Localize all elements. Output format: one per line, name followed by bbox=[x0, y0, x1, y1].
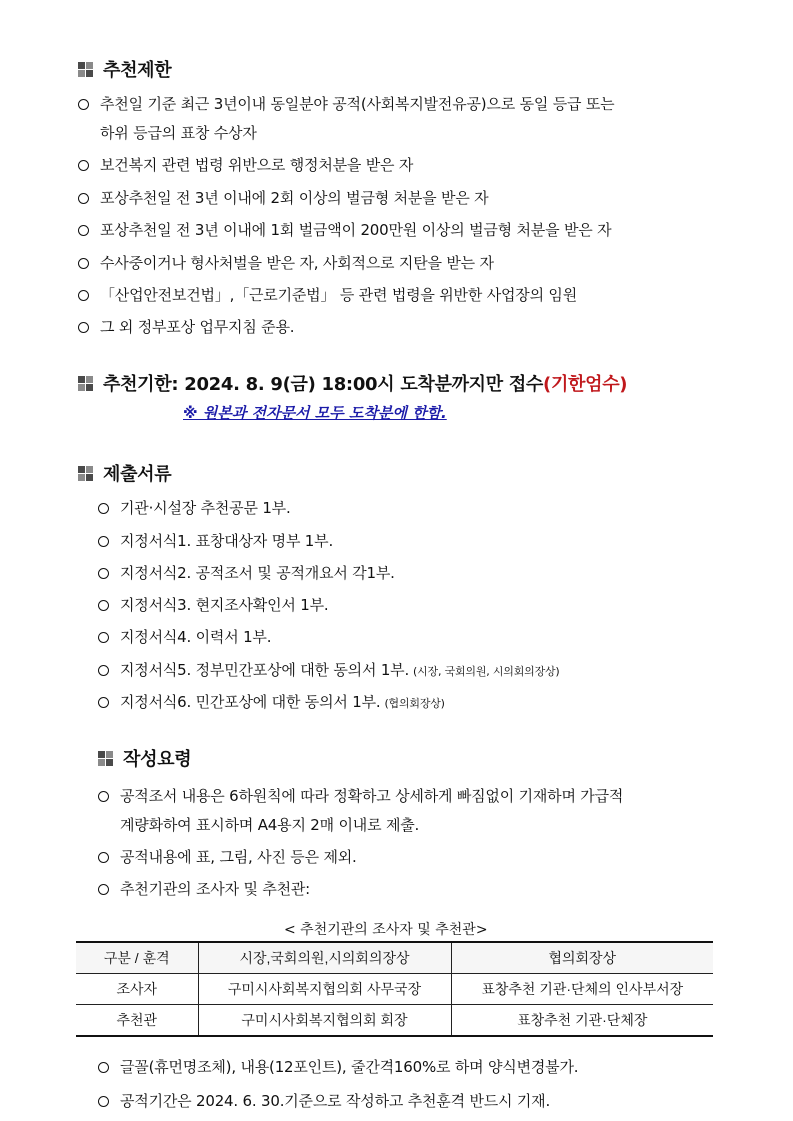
square-bullet-icon bbox=[78, 376, 93, 391]
list-item: 기관·시설장 추천공문 1부. bbox=[98, 497, 291, 519]
list-item: 지정서식1. 표창대상자 명부 1부. bbox=[98, 530, 333, 552]
list-item: 지정서식2. 공적조서 및 공적개요서 각1부. bbox=[98, 562, 395, 584]
circle-bullet-icon bbox=[98, 503, 109, 514]
section-heading-writing-guide bbox=[98, 745, 191, 771]
table-caption: < 추천기관의 조사자 및 추천관> bbox=[284, 922, 488, 938]
circle-bullet-icon bbox=[98, 884, 109, 895]
list-item: 포상추천일 전 3년 이내에 2회 이상의 벌금형 처분을 받은 자 bbox=[78, 187, 488, 209]
section-heading-documents bbox=[78, 460, 171, 486]
circle-bullet-icon bbox=[78, 160, 89, 171]
table-cell: 추천관 bbox=[76, 1005, 198, 1037]
table-cell: 표창추천 기관·단체의 인사부서장 bbox=[451, 974, 713, 1005]
form5-note: (시장, 국회의원, 시의회의장상) bbox=[413, 665, 560, 678]
list-item: 공적조서 내용은 6하원칙에 따라 정확하고 상세하게 빠짐없이 기재하며 가급적 bbox=[98, 785, 623, 807]
list-item: 글꼴(휴먼명조체), 내용(12포인트), 줄간격160%로 하며 양식변경불가. bbox=[98, 1056, 578, 1078]
list-item: 지정서식6. 민간포상에 대한 동의서 1부. (협의회장상) bbox=[98, 691, 445, 715]
circle-bullet-icon bbox=[78, 225, 89, 236]
circle-bullet-icon bbox=[98, 697, 109, 708]
circle-bullet-icon bbox=[78, 322, 89, 333]
section-title: 추천제한 bbox=[103, 60, 172, 81]
circle-bullet-icon bbox=[98, 791, 109, 802]
circle-bullet-icon bbox=[78, 290, 89, 301]
deadline-title: 추천기한: 2024. 8. 9(금) 18:00시 도착분까지만 접수 bbox=[103, 374, 544, 395]
list-item-continuation: 계량화하여 표시하며 A4용지 2매 이내로 제출. bbox=[120, 816, 420, 834]
table-row bbox=[76, 974, 713, 1005]
section-title: 제출서류 bbox=[103, 464, 172, 485]
deadline-strict-note: (기한엄수) bbox=[543, 374, 628, 395]
table-row bbox=[76, 1005, 713, 1037]
list-item: 지정서식4. 이력서 1부. bbox=[98, 626, 271, 648]
list-item: 보건복지 관련 법령 위반으로 행정처분을 받은 자 bbox=[78, 154, 413, 176]
list-item-continuation: 하위 등급의 표창 수상자 bbox=[100, 124, 257, 142]
table-header-cell: 협의회장상 bbox=[451, 942, 713, 974]
circle-bullet-icon bbox=[98, 632, 109, 643]
submission-notice: ※ 원본과 전자문서 모두 도착분에 한함. bbox=[183, 404, 447, 422]
table-header-cell: 구분 / 훈격 bbox=[76, 942, 198, 974]
circle-bullet-icon bbox=[98, 665, 109, 676]
list-item: 공적기간은 2024. 6. 30.기준으로 작성하고 추천훈격 반드시 기재. bbox=[98, 1090, 550, 1112]
table-cell: 표창추천 기관·단체장 bbox=[451, 1005, 713, 1037]
section-heading-deadline bbox=[78, 370, 627, 396]
circle-bullet-icon bbox=[98, 600, 109, 611]
list-item: 지정서식5. 정부민간포상에 대한 동의서 1부. (시장, 국회의원, 시의회의장상) bbox=[98, 659, 560, 683]
list-item: 공적내용에 표, 그림, 사진 등은 제외. bbox=[98, 846, 357, 868]
list-item: 추천일 기준 최근 3년이내 동일분야 공적(사회복지발전유공)으로 동일 등급 또는 bbox=[78, 93, 614, 115]
square-bullet-icon bbox=[98, 751, 113, 766]
table-cell: 구미시사회복지협의회 회장 bbox=[198, 1005, 451, 1037]
square-bullet-icon bbox=[78, 466, 93, 481]
circle-bullet-icon bbox=[98, 568, 109, 579]
circle-bullet-icon bbox=[98, 536, 109, 547]
circle-bullet-icon bbox=[78, 193, 89, 204]
list-item: 추천기관의 조사자 및 추천관: bbox=[98, 878, 310, 900]
list-item: 지정서식3. 현지조사확인서 1부. bbox=[98, 594, 328, 616]
table-header-cell: 시장,국회의원,시의회의장상 bbox=[198, 942, 451, 974]
recommender-table bbox=[76, 941, 713, 1037]
section-heading-recommend-limits bbox=[78, 56, 171, 82]
form6-note: (협의회장상) bbox=[384, 697, 445, 710]
list-item: 포상추천일 전 3년 이내에 1회 벌금액이 200만원 이상의 벌금형 처분을 받은 자 bbox=[78, 219, 611, 241]
circle-bullet-icon bbox=[98, 1096, 109, 1107]
circle-bullet-icon bbox=[98, 1062, 109, 1073]
circle-bullet-icon bbox=[78, 99, 89, 110]
list-item: 그 외 정부포상 업무지침 준용. bbox=[78, 316, 294, 338]
section-title: 작성요령 bbox=[123, 749, 192, 770]
circle-bullet-icon bbox=[98, 852, 109, 863]
list-item: 「산업안전보건법」,「근로기준법」 등 관련 법령을 위반한 사업장의 임원 bbox=[78, 284, 577, 306]
table-header-row bbox=[76, 942, 713, 974]
table-cell: 조사자 bbox=[76, 974, 198, 1005]
list-item: 수사중이거나 형사처벌을 받은 자, 사회적으로 지탄을 받는 자 bbox=[78, 252, 494, 274]
table-cell: 구미시사회복지협의회 사무국장 bbox=[198, 974, 451, 1005]
square-bullet-icon bbox=[78, 62, 93, 77]
circle-bullet-icon bbox=[78, 258, 89, 269]
